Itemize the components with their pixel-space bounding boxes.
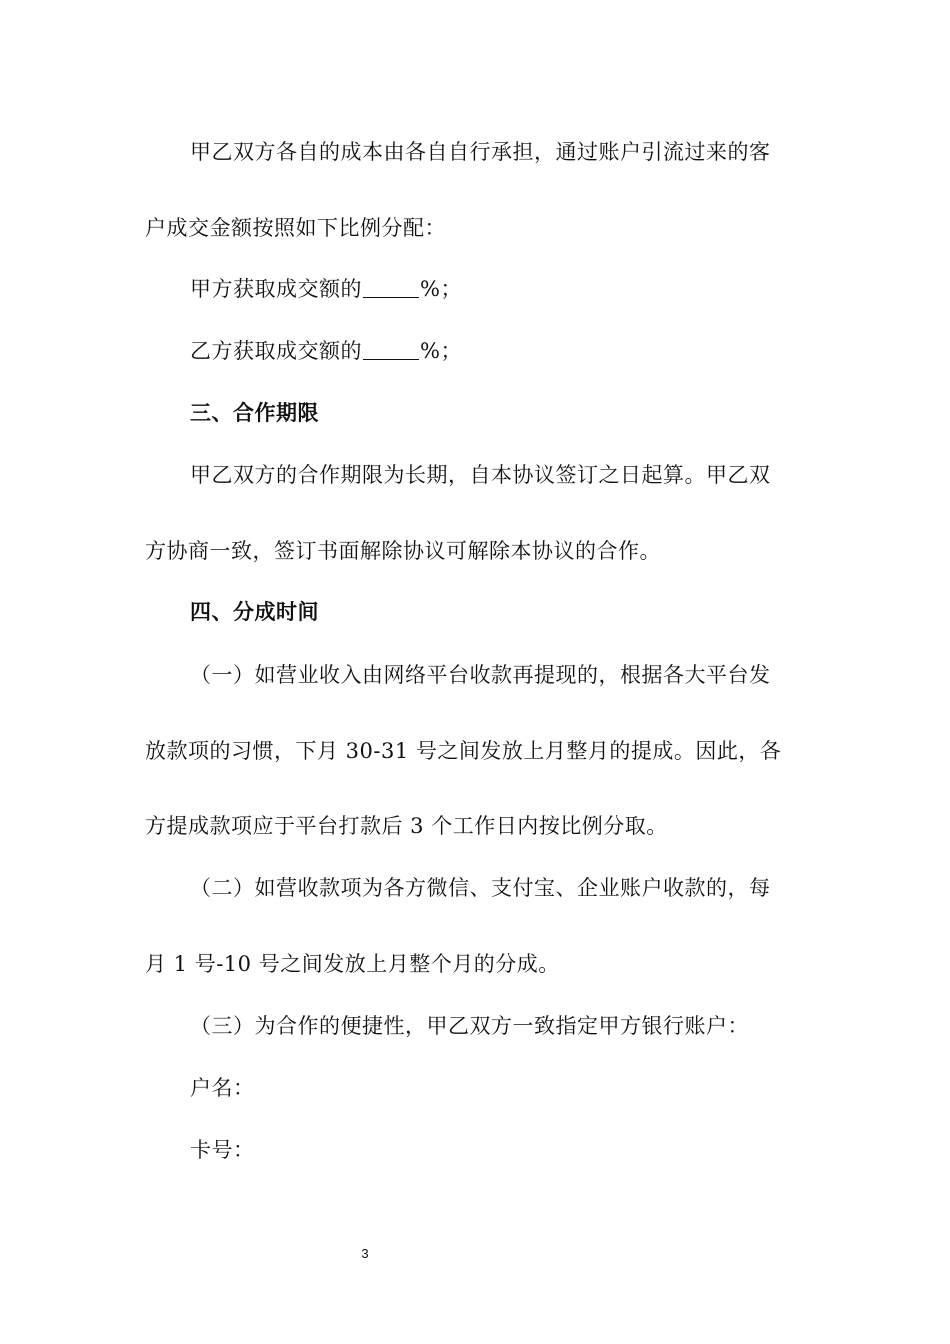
card-number-label: 卡号： [190,1138,255,1162]
party-a-share-blank [363,277,419,298]
party-a-share-prefix: 甲方获取成交额的 [190,277,362,301]
clause-1-line-1: （一）如营业收入由网络平台收款再提现的，根据各大平台发 [190,663,771,687]
clause-1-line-3: 方提成款项应于平台打款后 3 个工作日内按比例分取。 [145,814,668,838]
account-name-label: 户名： [190,1076,255,1100]
page-number: 3 [361,1246,369,1261]
clause-1-line-2: 放款项的习惯，下月 30-31 号之间发放上月整月的提成。因此，各 [145,739,782,763]
party-a-share-suffix: %； [420,277,462,301]
clause-3-line-1: （三）为合作的便捷性，甲乙双方一致指定甲方银行账户： [190,1014,749,1038]
party-b-share-blank [363,339,419,360]
party-b-share-suffix: %； [420,339,462,363]
paragraph-cost-line-2: 户成交金额按照如下比例分配： [145,216,446,240]
party-b-share-prefix: 乙方获取成交额的 [190,339,362,363]
party-b-share-line [190,336,850,366]
paragraph-cost-line-1: 甲乙双方各自的成本由各自自行承担，通过账户引流过来的客 [190,140,771,164]
clause-2-line-1: （二）如营收款项为各方微信、支付宝、企业账户收款的，每 [190,876,771,900]
paragraph-term-line-2: 方协商一致，签订书面解除协议可解除本协议的合作。 [145,539,661,563]
section-heading-profit-sharing-time: 四、分成时间 [190,599,319,624]
paragraph-term-line-1: 甲乙双方的合作期限为长期，自本协议签订之日起算。甲乙双 [190,463,771,487]
clause-2-line-2: 月 1 号-10 号之间发放上月整个月的分成。 [145,952,560,976]
party-a-share-line [190,274,850,304]
section-heading-cooperation-term: 三、合作期限 [190,400,319,425]
